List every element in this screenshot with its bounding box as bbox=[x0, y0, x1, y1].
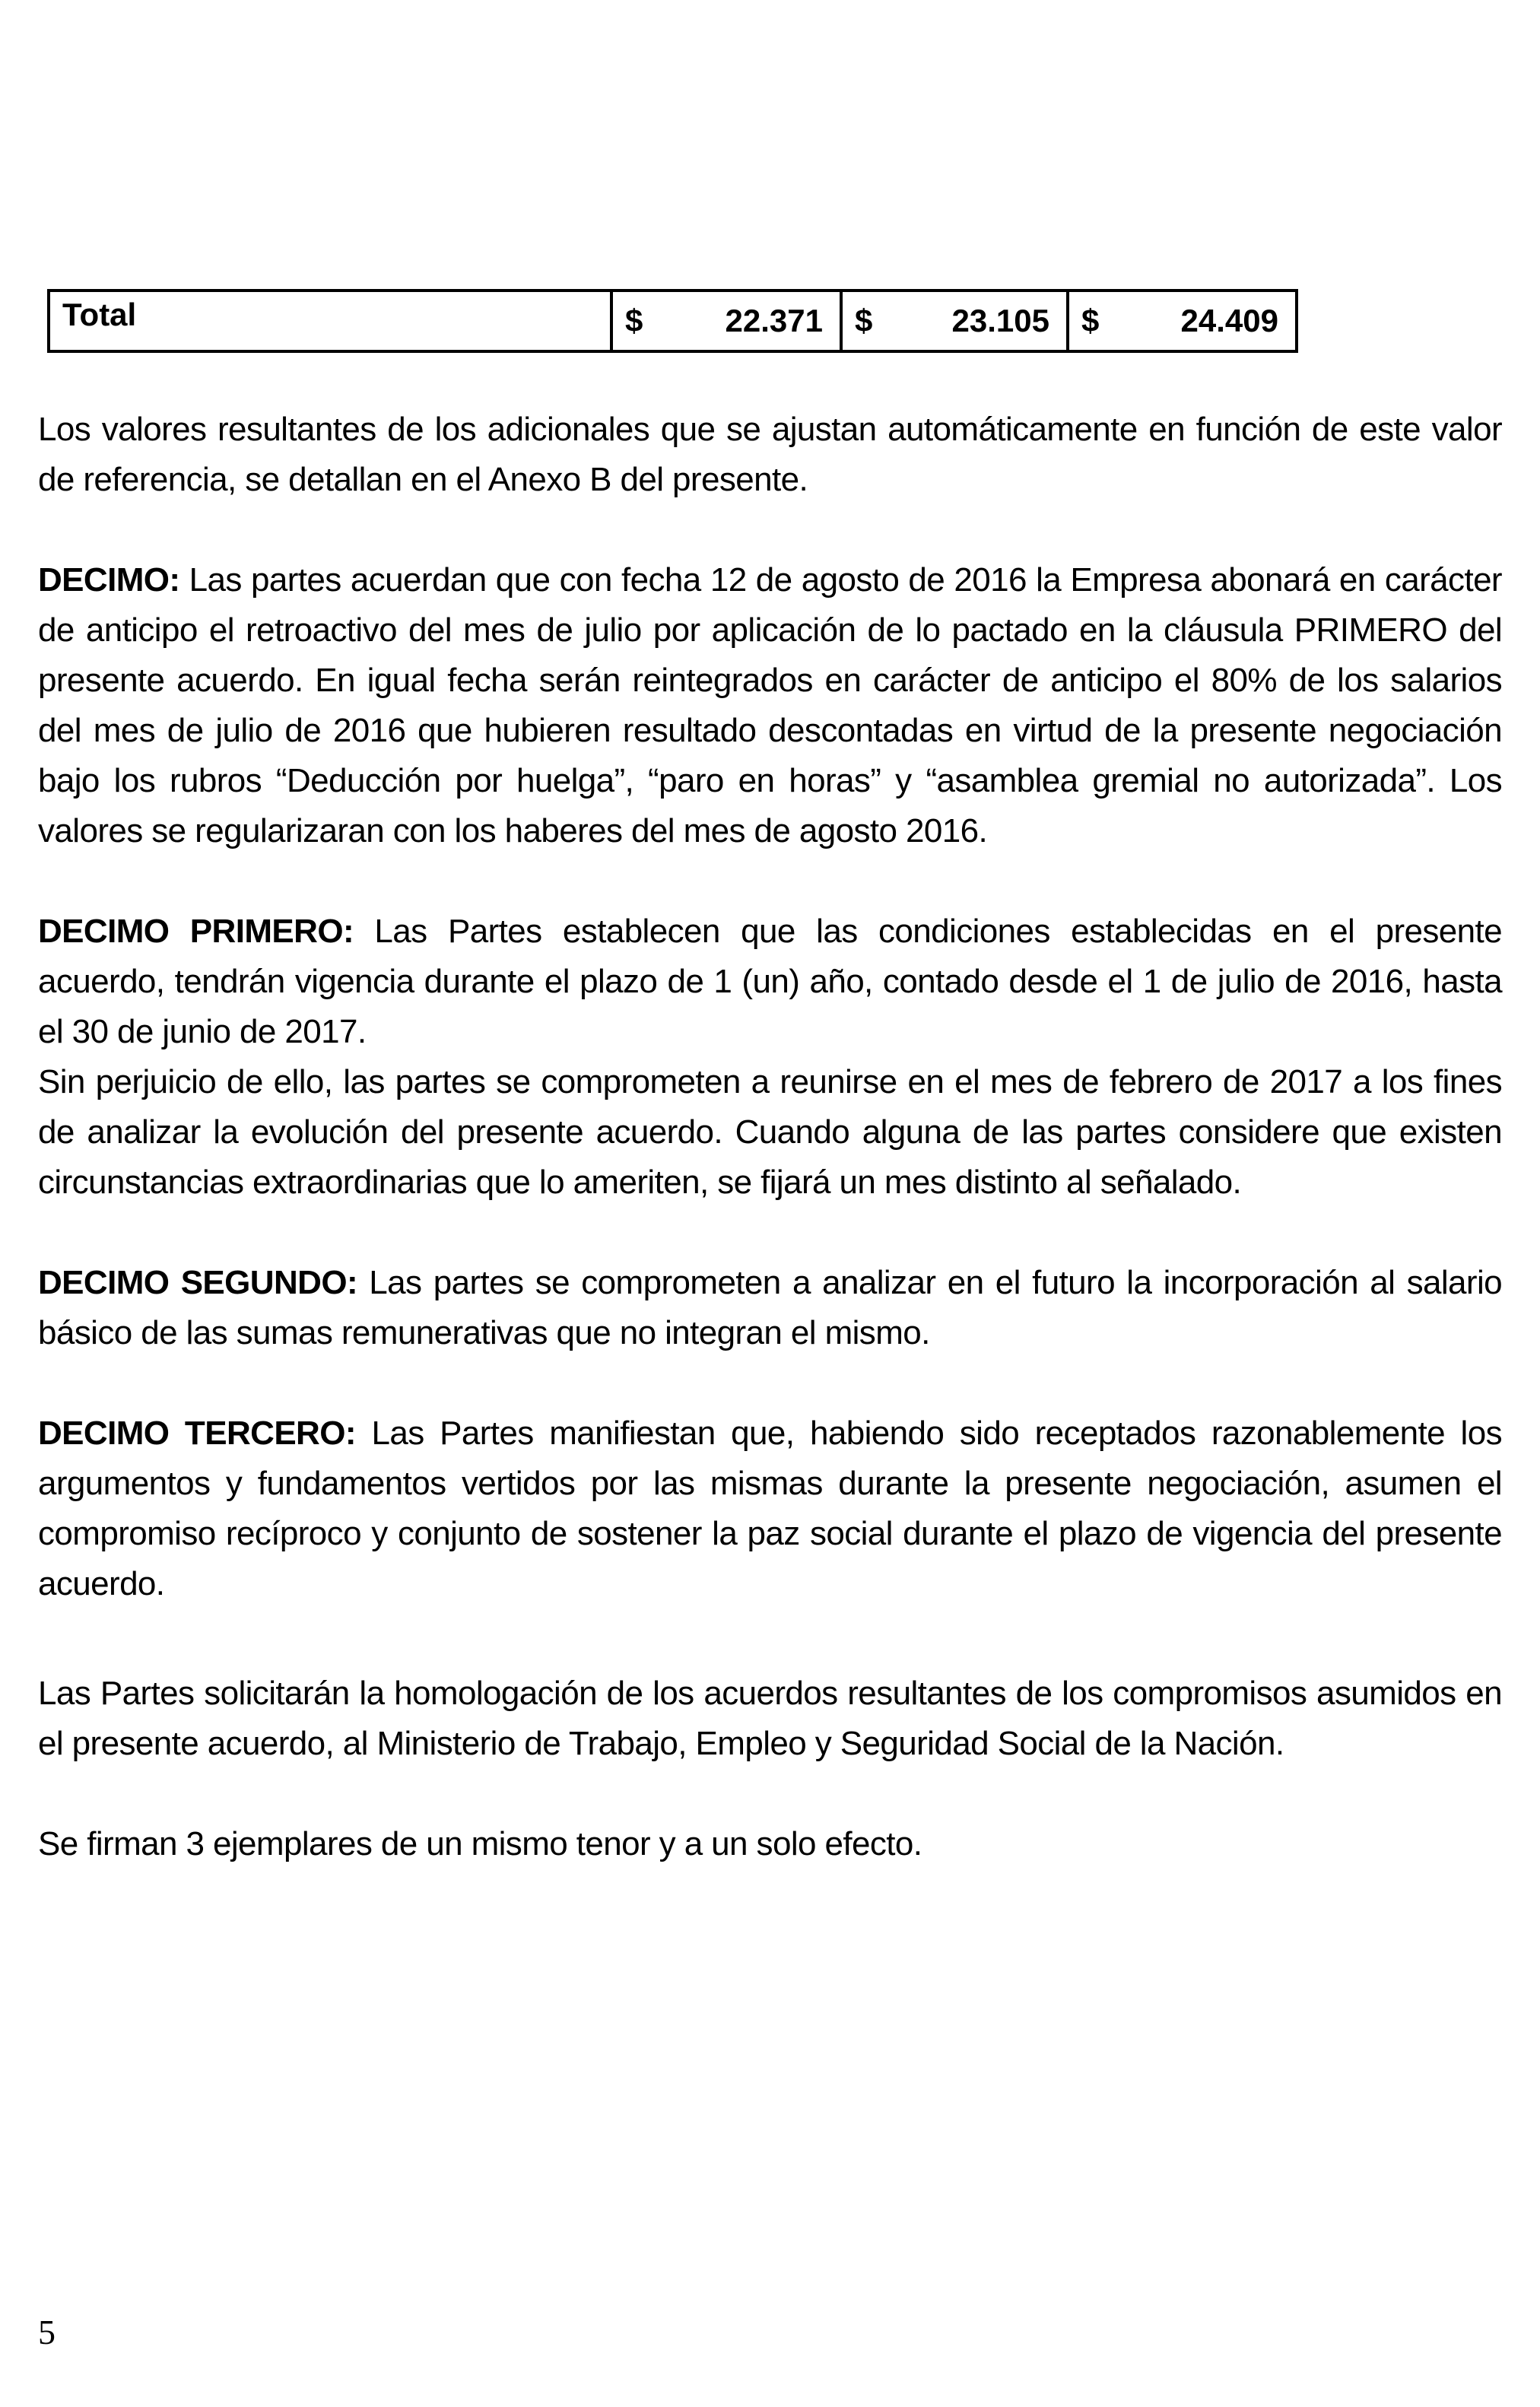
paragraph-homologacion: Las Partes solicitarán la homologación de los acuerdos resultantes de los compromisos asumidos en el presente acuerdo, al Ministerio de Trabajo, Empleo y Seguridad Social de la Nación. bbox=[38, 1675, 1502, 1762]
total-value-1: 22.371 bbox=[725, 303, 823, 338]
clause-decimo bbox=[38, 555, 1502, 856]
clause-decimo-tercero bbox=[38, 1408, 1502, 1609]
currency-symbol: $ bbox=[1081, 303, 1100, 338]
total-value-cell-1 bbox=[610, 292, 840, 350]
clause-decimo-primero-continuation: Sin perjuicio de ello, las partes se comprometen a reunirse en el mes de febrero de 2017 a los fines de analizar la evolución del presente acuerdo. Cuando alguna de las partes considere que existen circunstancias extraordinarias que lo ameriten, se fijará un mes distinto al señalado. bbox=[38, 1063, 1502, 1201]
clause-decimo-tercero-heading: DECIMO TERCERO: bbox=[38, 1415, 356, 1452]
clause-decimo-segundo-text: Las partes se comprometen a analizar en el futuro la incorporación al salario básico de las sumas remunerativas que no integran el mismo. bbox=[38, 1264, 1502, 1351]
total-value-2: 23.105 bbox=[951, 303, 1049, 338]
clause-decimo-primero-heading: DECIMO PRIMERO: bbox=[38, 913, 354, 950]
currency-symbol: $ bbox=[625, 303, 643, 338]
paragraph-firma: Se firman 3 ejemplares de un mismo tenor y a un solo efecto. bbox=[38, 1825, 922, 1862]
document-page bbox=[38, 289, 1502, 1869]
total-value-cell-2 bbox=[840, 292, 1066, 350]
total-value-cell-3 bbox=[1066, 292, 1298, 350]
clause-decimo-heading: DECIMO: bbox=[38, 561, 180, 599]
currency-symbol: $ bbox=[855, 303, 873, 338]
clause-decimo-text: Las partes acuerdan que con fecha 12 de agosto de 2016 la Empresa abonará en carácter de anticipo el retroactivo del mes de julio por aplicación de lo pactado en la cláusula PRIMERO del presente acuerdo. En igual fecha serán reintegrados en carácter de anticipo el 80% de los salarios del mes de julio de 2016 que hubieren resultado descontadas en virtud de la presente negociación bajo los rubros “Deducción por huelga”, “paro en horas” y “asamblea gremial no autorizada”. Los valores se regularizaran con los haberes del mes de agosto 2016. bbox=[38, 561, 1502, 849]
page-number: 5 bbox=[38, 2313, 56, 2351]
clause-decimo-primero bbox=[38, 907, 1502, 1057]
clause-decimo-segundo bbox=[38, 1258, 1502, 1358]
total-label-cell bbox=[47, 292, 610, 350]
clause-decimo-segundo-heading: DECIMO SEGUNDO: bbox=[38, 1264, 358, 1301]
total-value-3: 24.409 bbox=[1180, 303, 1278, 338]
clause-decimo-tercero-text: Las Partes manifiestan que, habiendo sido receptados razonablemente los argumentos y fundamentos vertidos por las mismas durante la presente negociación, asumen el compromiso recíproco y conjunto de sostener la paz social durante el plazo de vigencia del presente acuerdo. bbox=[38, 1415, 1502, 1602]
total-table-row bbox=[47, 289, 1298, 353]
paragraph-anexo-b: Los valores resultantes de los adicionales que se ajustan automáticamente en función de este valor de referencia, se detallan en el Anexo B del presente. bbox=[38, 411, 1502, 498]
clause-decimo-primero-text: Las Partes establecen que las condiciones establecidas en el presente acuerdo, tendrán vigencia durante el plazo de 1 (un) año, contado desde el 1 de julio de 2016, hasta el 30 de junio de 2017. bbox=[38, 913, 1503, 1050]
total-label: Total bbox=[62, 297, 137, 332]
